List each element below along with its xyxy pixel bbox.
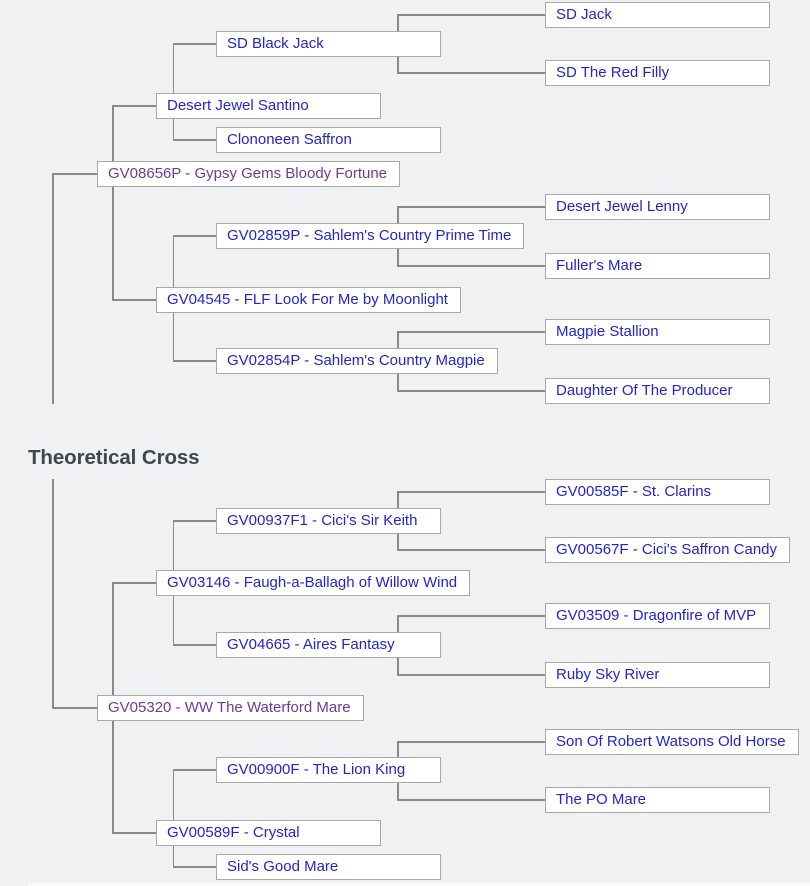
connector-line <box>397 57 399 74</box>
pedigree-node[interactable]: GV02854P - Sahlem's Country Magpie <box>216 348 498 374</box>
connector-line <box>173 43 175 93</box>
connector-line <box>173 235 175 287</box>
pedigree-node[interactable]: GV00900F - The Lion King <box>216 757 441 783</box>
connector-line <box>397 615 545 617</box>
connector-line <box>397 390 545 392</box>
connector-line <box>173 139 217 141</box>
connector-line <box>397 331 545 333</box>
pedigree-node[interactable]: Son Of Robert Watsons Old Horse <box>545 729 799 755</box>
connector-line <box>397 72 545 74</box>
connector-line <box>112 582 114 695</box>
pedigree-node[interactable]: GV00589F - Crystal <box>156 820 381 846</box>
pedigree-node[interactable]: SD The Red Filly <box>545 60 770 86</box>
connector-line <box>52 173 97 175</box>
connector-line <box>397 265 545 267</box>
pedigree-node[interactable]: GV00585F - St. Clarins <box>545 479 770 505</box>
connector-line <box>173 769 217 771</box>
connector-line <box>112 187 114 301</box>
connector-line <box>173 360 217 362</box>
pedigree-node[interactable]: GV00937F1 - Cici's Sir Keith <box>216 508 441 534</box>
pedigree-node[interactable]: GV02859P - Sahlem's Country Prime Time <box>216 223 524 249</box>
connector-line <box>397 331 399 348</box>
pedigree-node[interactable]: SD Jack <box>545 2 770 28</box>
connector-line <box>112 105 114 161</box>
pedigree-node[interactable]: Desert Jewel Lenny <box>545 194 770 220</box>
connector-line <box>397 206 545 208</box>
connector-line <box>397 741 399 757</box>
pedigree-node[interactable]: Fuller's Mare <box>545 253 770 279</box>
connector-line <box>173 235 217 237</box>
pedigree-node[interactable]: Desert Jewel Santino <box>156 93 381 119</box>
connector-line <box>173 846 175 868</box>
connector-line <box>397 799 545 801</box>
connector-line <box>397 374 399 392</box>
connector-line <box>173 769 175 820</box>
connector-line <box>397 674 545 676</box>
pedigree-node[interactable]: Clononeen Saffron <box>216 127 441 153</box>
connector-line <box>112 105 156 107</box>
connector-line <box>112 582 156 584</box>
connector-line <box>397 14 545 16</box>
connector-line <box>397 658 399 676</box>
pedigree-node[interactable]: GV03146 - Faugh-a-Ballagh of Willow Wind <box>156 570 470 596</box>
connector-line <box>52 707 97 709</box>
connector-line <box>397 783 399 801</box>
section-title: Theoretical Cross <box>28 446 200 469</box>
pedigree-node[interactable]: GV00567F - Cici's Saffron Candy <box>545 537 790 563</box>
connector-line <box>397 615 399 632</box>
connector-line <box>173 313 175 362</box>
connector-line <box>397 249 399 267</box>
connector-line <box>173 596 175 646</box>
pedigree-node[interactable]: GV04665 - Aires Fantasy <box>216 632 441 658</box>
connector-line <box>112 721 114 834</box>
pedigree-node[interactable]: Magpie Stallion <box>545 319 770 345</box>
connector-line <box>397 14 399 31</box>
connector-line <box>173 119 175 141</box>
connector-line <box>52 173 54 404</box>
pedigree-node[interactable]: GV03509 - Dragonfire of MVP <box>545 603 770 629</box>
connector-line <box>173 866 217 868</box>
connector-line <box>173 43 217 45</box>
connector-line <box>112 832 156 834</box>
connector-line <box>173 644 217 646</box>
pedigree-node[interactable]: GV05320 - WW The Waterford Mare <box>97 695 364 721</box>
pedigree-node[interactable]: Sid's Good Mare <box>216 854 441 880</box>
connector-line <box>397 534 399 551</box>
pedigree-node[interactable]: SD Black Jack <box>216 31 441 57</box>
connector-line <box>397 491 399 508</box>
pedigree-node[interactable]: GV08656P - Gypsy Gems Bloody Fortune <box>97 161 400 187</box>
pedigree-node[interactable]: The PO Mare <box>545 787 770 813</box>
connector-line <box>397 549 545 551</box>
pedigree-node[interactable]: Ruby Sky River <box>545 662 770 688</box>
pedigree-node[interactable]: Daughter Of The Producer <box>545 378 770 404</box>
connector-line <box>112 299 156 301</box>
pedigree-node[interactable]: GV04545 - FLF Look For Me by Moonlight <box>156 287 461 313</box>
connector-line <box>52 479 54 709</box>
connector-line <box>173 520 175 570</box>
connector-line <box>173 520 217 522</box>
connector-line <box>397 491 545 493</box>
connector-line <box>397 206 399 223</box>
connector-line <box>397 741 545 743</box>
